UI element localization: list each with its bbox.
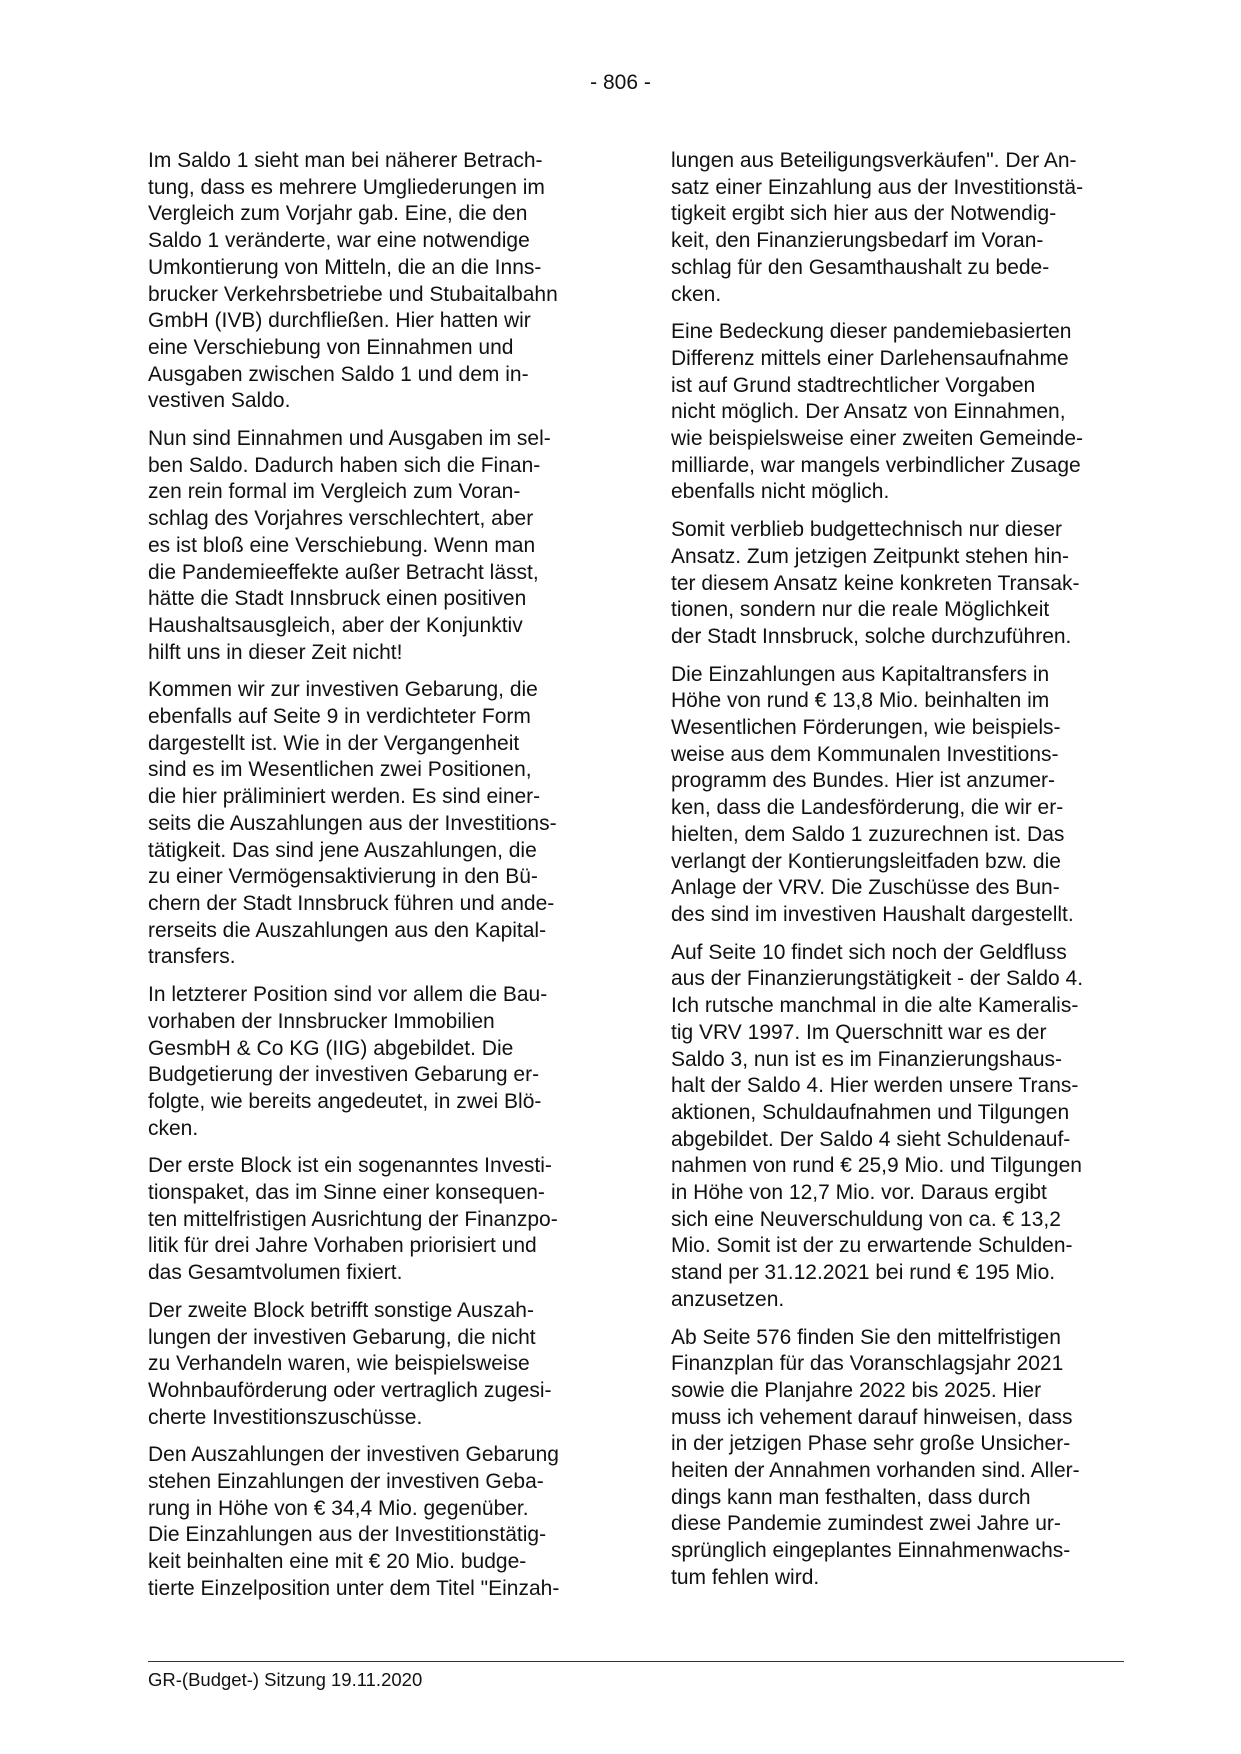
paragraph: Den Auszahlungen der investiven Gebarung stehen Einzahlungen der investiven Geba- rung in Höhe von € 34,4 Mio. gegenüber. Die Einzahlungen aus der Investitionstätig- keit beinhalten eine mit € 20 Mio. budge- tierte Einzelposition unter dem Titel "Einzah- xyxy=(148,1443,560,1600)
paragraph: Die Einzahlungen aus Kapitaltransfers in Höhe von rund € 13,8 Mio. beinhalten im Wesentlichen Förderungen, wie beispiels- weise aus dem Kommunalen Investitions- programm des Bundes. Hier ist anzumer- ken, dass die Landesförderung, die wir er- hielten, dem Saldo 1 zuzurechnen ist. Das verlangt der Kontierungsleitfaden bzw. die Anlage der VRV. Die Zuschüsse des Bun- des sind im investiven Haushalt dargestellt. xyxy=(671,662,1074,926)
footer-session-label: GR-(Budget-) Sitzung 19.11.2020 xyxy=(148,1669,423,1690)
page-number: - 806 - xyxy=(590,71,651,94)
paragraph: Der zweite Block betrifft sonstige Auszah- lungen der investiven Gebarung, die nicht zu Verhandeln waren, wie beispielsweise Wohnbauförderung oder vertraglich zugesi- cherte Investitionszuschüsse. xyxy=(148,1298,552,1429)
paragraph: lungen aus Beteiligungsverkäufen". Der An- satz einer Einzahlung aus der Investitionstä- tigkeit ergibt sich hier aus der Notwendig- keit, den Finanzierungsbedarf im Voran- schlag für den Gesamthaushalt zu bede- cken. xyxy=(671,149,1084,306)
paragraph: Der erste Block ist ein sogenanntes Investi- tionspaket, das im Sinne einer konsequen- ten mittelfristigen Ausrichtung der Finanzpo- litik für drei Jahre Vorhaben priorisiert und das Gesamtvolumen fixiert. xyxy=(148,1154,558,1285)
paragraph: In letzterer Position sind vor allem die Bau- vorhaben der Innsbrucker Immobilien GesmbH & Co KG (IIG) abgebildet. Die Budgetierung der investiven Gebarung er- folgte, wie bereits angedeutet, in zwei Blö- cken. xyxy=(148,983,548,1140)
paragraph: Ab Seite 576 finden Sie den mittelfristigen Finanzplan für das Voranschlagsjahr 2021 sowie die Planjahre 2022 bis 2025. Hier muss ich vehement darauf hinweisen, dass in der jetzigen Phase sehr große Unsicher- heiten der Annahmen vorhanden sind. Aller- dings kann man festhalten, dass durch diese Pandemie zumindest zwei Jahre ur- sprünglich eingeplantes Einnahmenwachs- tum fehlen wird. xyxy=(671,1325,1080,1589)
paragraph: Auf Seite 10 findet sich noch der Geldfluss aus der Finanzierungstätigkeit - der Saldo 4. Ich rutsche manchmal in die alte Kameralis- tig VRV 1997. Im Querschnitt war es der Saldo 3, nun ist es im Finanzierungshaus- halt der Saldo 4. Hier werden unsere Trans- aktionen, Schuldaufnahmen und Tilgungen abgebildet. Der Saldo 4 sieht Schuldenauf- nahmen von rund € 25,9 Mio. und Tilgungen in Höhe von 12,7 Mio. vor. Daraus ergibt sich eine Neuverschuldung von ca. € 13,2 Mio. Somit ist der zu erwartende Schulden- stand per 31.12.2021 bei rund € 195 Mio. anzusetzen. xyxy=(671,940,1084,1311)
paragraph: Kommen wir zur investiven Gebarung, die ebenfalls auf Seite 9 in verdichteter Form dargestellt ist. Wie in der Vergangenheit sind es im Wesentlichen zwei Positionen, die hier präliminiert werden. Es sind einer- seits die Auszahlungen aus der Investitions- tätigkeit. Das sind jene Auszahlungen, die zu einer Vermögensaktivierung in den Bü- chern der Stadt Innsbruck führen und ande- rerseits die Auszahlungen aus den Kapital- transfers. xyxy=(148,678,557,969)
footer-divider xyxy=(148,1661,1124,1662)
paragraph: Somit verblieb budgettechnisch nur dieser Ansatz. Zum jetzigen Zeitpunkt stehen hin- ter diesem Ansatz keine konkreten Transak- tionen, sondern nur die reale Möglichkeit der Stadt Innsbruck, solche durchzuführen. xyxy=(671,518,1080,648)
paragraph: Im Saldo 1 sieht man bei näherer Betrach- tung, dass es mehrere Umgliederungen im Vergleich zum Vorjahr gab. Eine, die den Saldo 1 veränderte, war eine notwendige Umkontierung von Mitteln, die an die Inns- brucker Verkehrsbetriebe und Stubaitalbahn GmbH (IVB) durchfließen. Hier hatten wir eine Verschiebung von Einnahmen und Ausgaben zwischen Saldo 1 und dem in- vestiven Saldo. xyxy=(148,149,558,413)
paragraph: Eine Bedeckung dieser pandemiebasierten Differenz mittels einer Darlehensaufnahme ist auf Grund stadtrechtlicher Vorgaben nicht möglich. Der Ansatz von Einnahmen, wie beispielsweise einer zweiten Gemeinde- milliarde, war mangels verbindlicher Zusage ebenfalls nicht möglich. xyxy=(671,320,1084,504)
paragraph: Nun sind Einnahmen und Ausgaben im sel- ben Saldo. Dadurch haben sich die Finan- zen rein formal im Vergleich zum Voran- schlag des Vorjahres verschlechtert, aber es ist bloß eine Verschiebung. Wenn man die Pandemieeffekte außer Betracht lässt, hätte die Stadt Innsbruck einen positiven Haushaltsausgleich, aber der Konjunktiv hilft uns in dieser Zeit nicht! xyxy=(148,427,551,664)
right-column xyxy=(671,148,1121,1603)
left-column xyxy=(148,148,598,1614)
